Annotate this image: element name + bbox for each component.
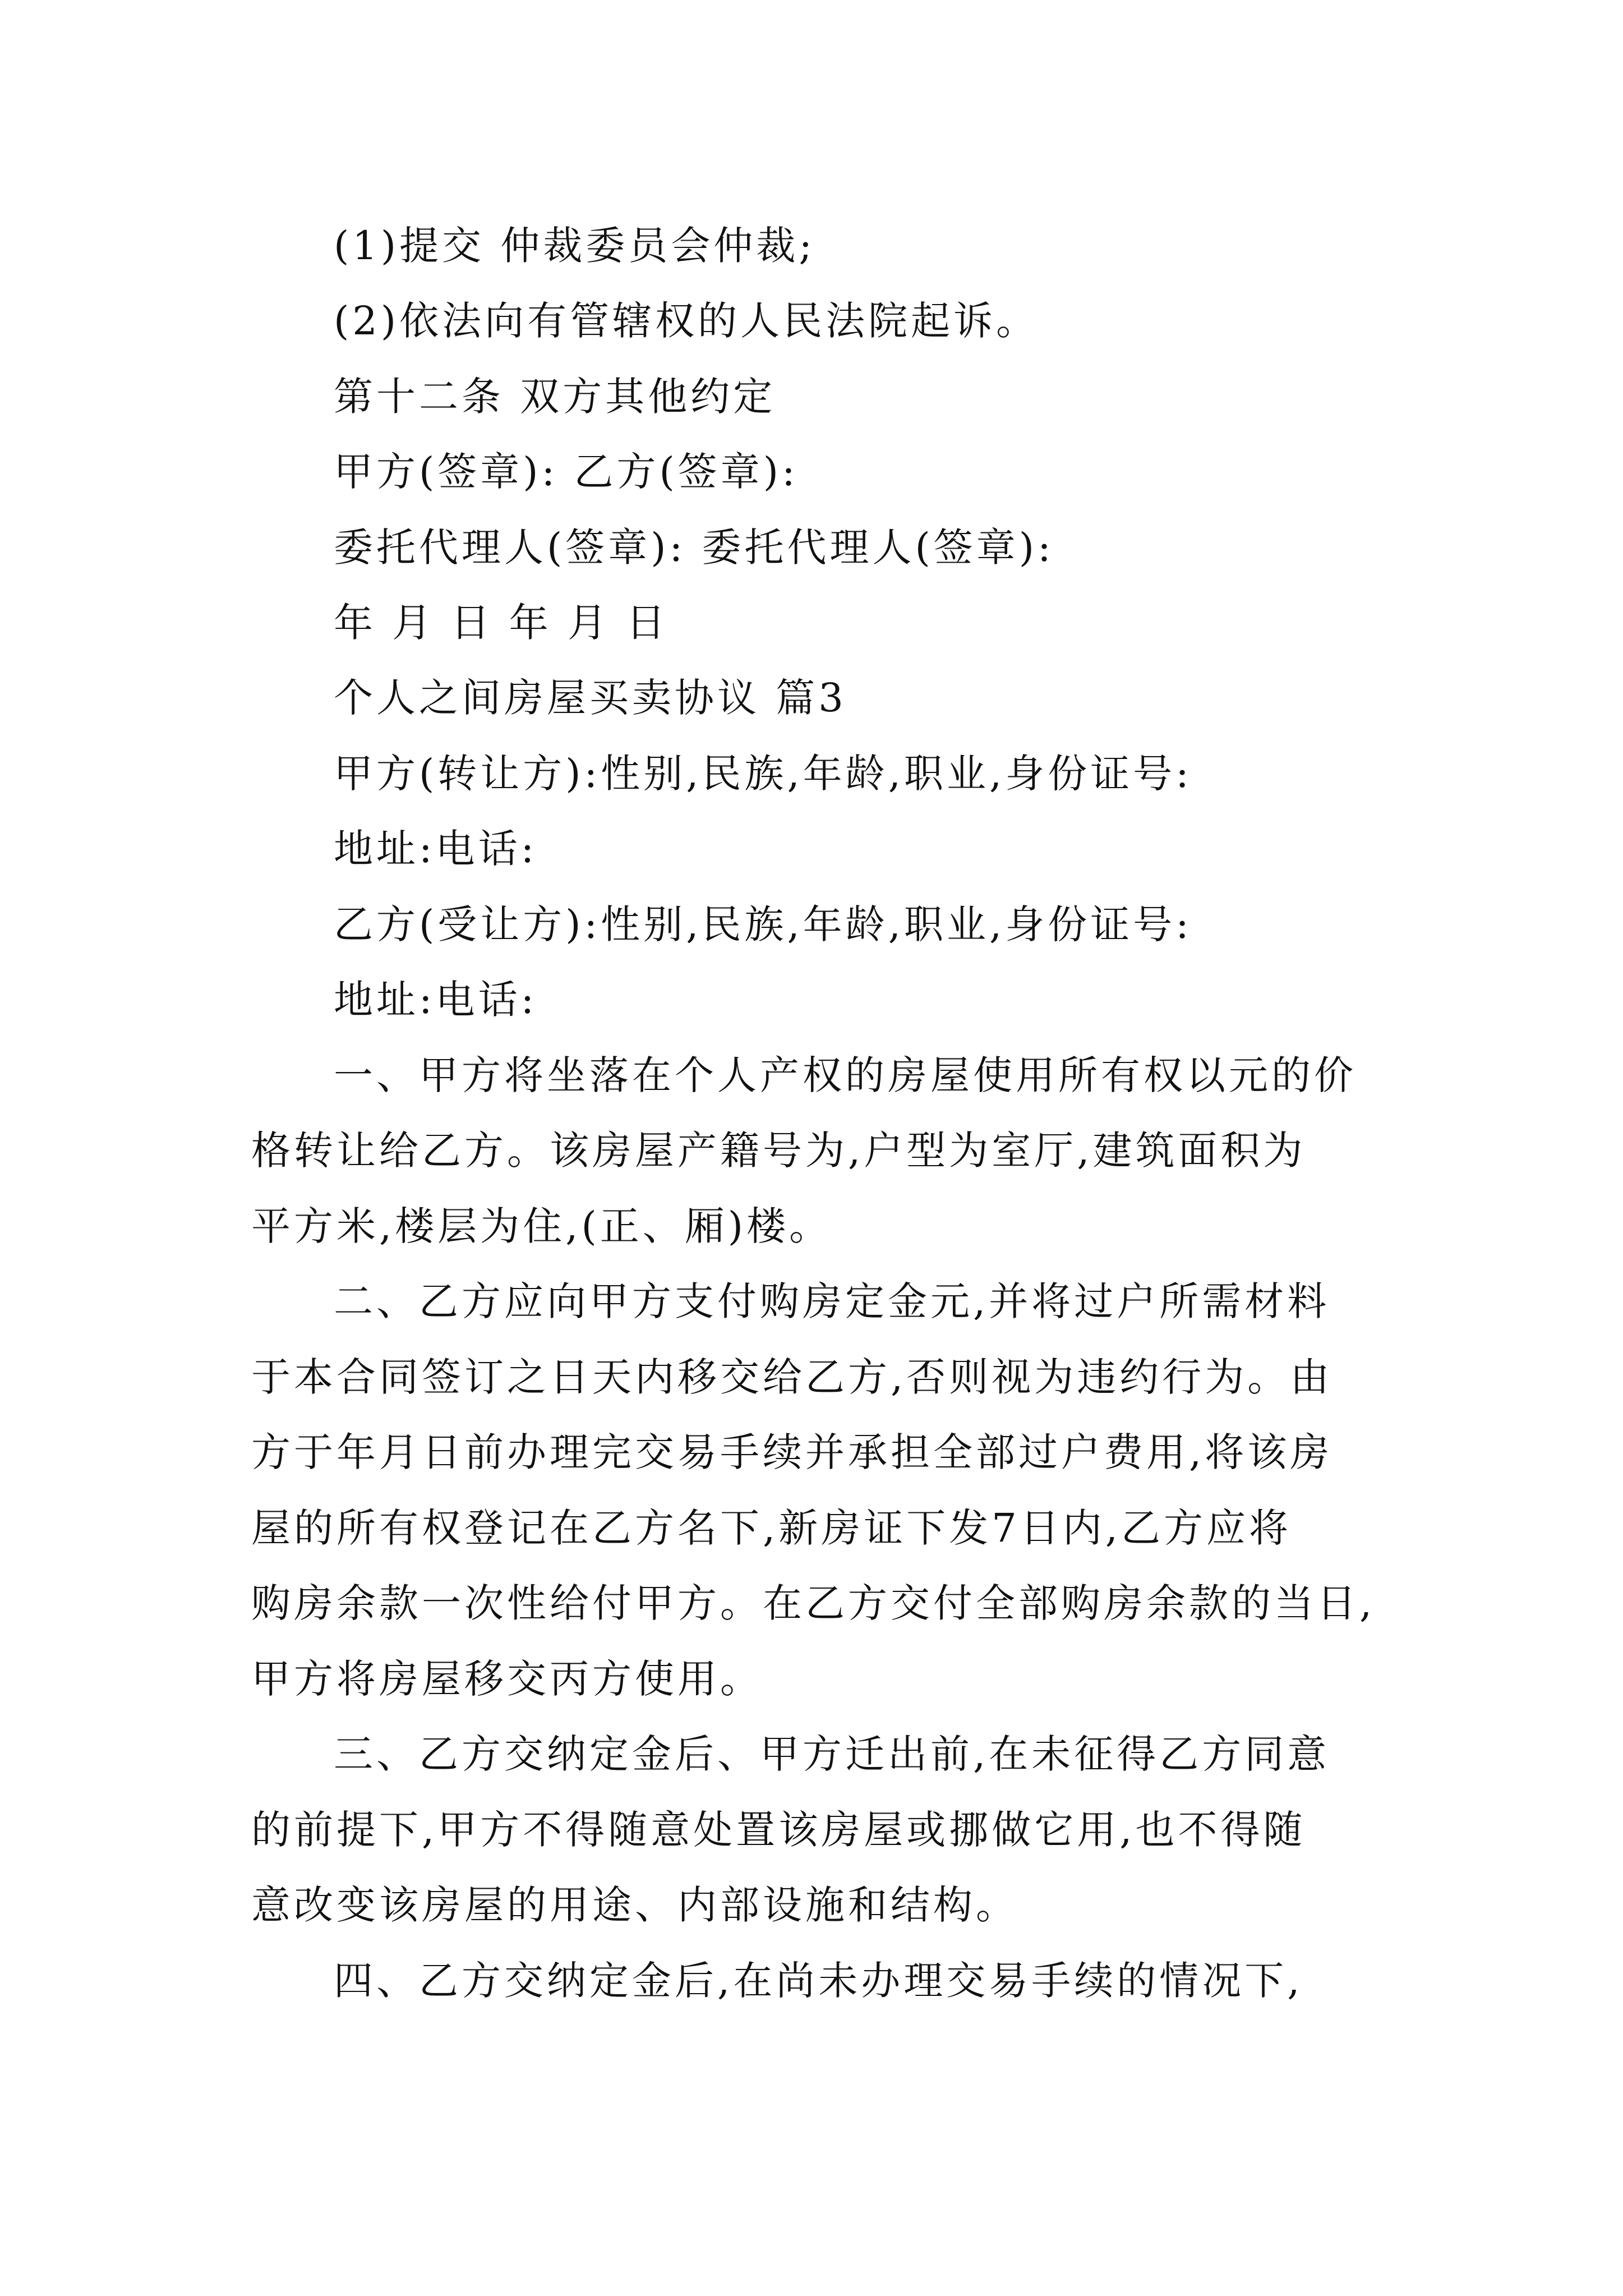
clause-2-line-4: 屋的所有权登记在乙方名下,新房证下发7日内,乙方应将: [251, 1505, 1292, 1551]
clause-1-line-2: 格转让给乙方。该房屋产籍号为,户型为室厅,建筑面积为: [251, 1128, 1306, 1174]
date-line: 年 月 日 年 月 日: [334, 600, 669, 646]
section-title: 个人之间房屋买卖协议 篇3: [334, 675, 847, 721]
agent-signature-line: 委托代理人(签章): 委托代理人(签章):: [334, 524, 1054, 570]
clause-2-line-3: 方于年月日前办理完交易手续并承担全部过户费用,将该房: [251, 1429, 1333, 1475]
text-line-lawsuit: (2)依法向有管辖权的人民法院起诉。: [334, 298, 1039, 344]
clause-2-line-1: 二、乙方应向甲方支付购房定金元,并将过户所需材料: [334, 1278, 1330, 1324]
clause-3-line-2: 的前提下,甲方不得随意处置该房屋或挪做它用,也不得随: [251, 1807, 1306, 1853]
party-b-info: 乙方(受让方):性别,民族,年龄,职业,身份证号:: [334, 901, 1192, 947]
clause-4-line-1: 四、乙方交纳定金后,在尚未办理交易手续的情况下,: [334, 1958, 1303, 2004]
text-line-arbitration: (1)提交 仲裁委员会仲裁;: [334, 223, 815, 269]
signature-line: 甲方(签章): 乙方(签章):: [334, 449, 799, 495]
clause-2-line-6: 甲方将房屋移交丙方使用。: [251, 1656, 763, 1702]
party-a-address: 地址:电话:: [334, 826, 538, 872]
clause-2-line-2: 于本合同签订之日天内移交给乙方,否则视为违约行为。由: [251, 1354, 1333, 1400]
clause-3-line-1: 三、乙方交纳定金后、甲方迁出前,在未征得乙方同意: [334, 1731, 1330, 1777]
party-b-address: 地址:电话:: [334, 977, 538, 1023]
clause-1-line-3: 平方米,楼层为住,(正、厢)楼。: [251, 1203, 832, 1249]
clause-3-line-3: 意改变该房屋的用途、内部设施和结构。: [251, 1882, 1018, 1928]
clause-1-line-1: 一、甲方将坐落在个人产权的房屋使用所有权以元的价: [334, 1052, 1357, 1098]
clause-2-line-5: 购房余款一次性给付甲方。在乙方交付全部购房余款的当日,: [251, 1580, 1376, 1626]
article-heading: 第十二条 双方其他约定: [334, 374, 776, 420]
party-a-info: 甲方(转让方):性别,民族,年龄,职业,身份证号:: [334, 751, 1192, 797]
